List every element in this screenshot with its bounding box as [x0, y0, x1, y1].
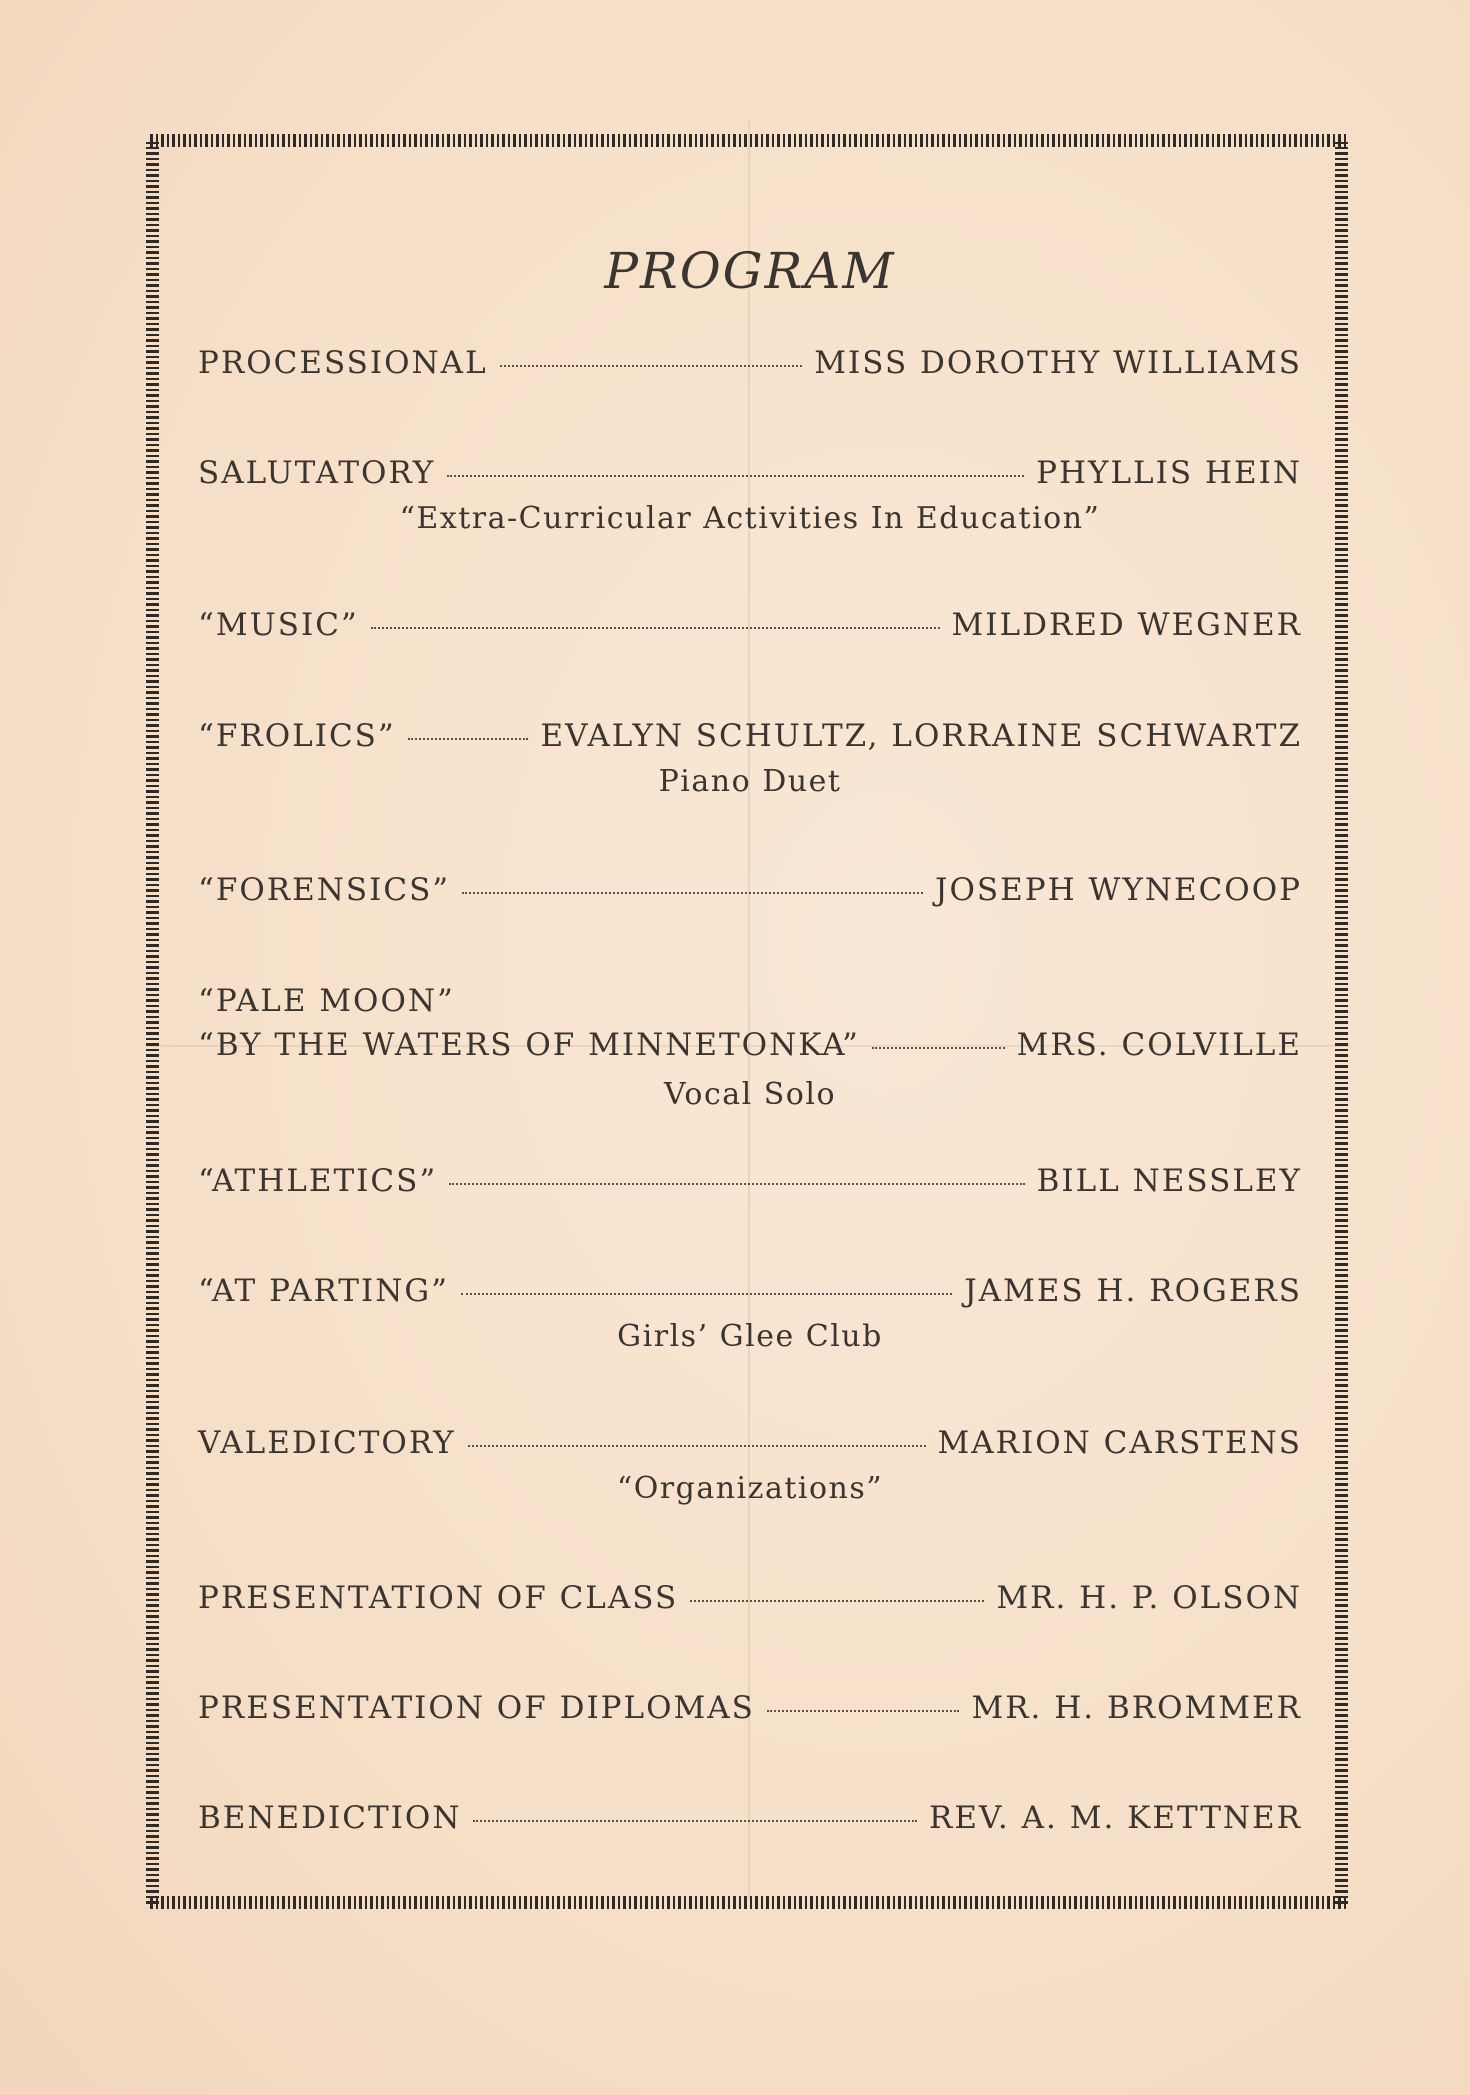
- entry-item: PRESENTATION OF DIPLOMAS: [198, 1690, 755, 1726]
- entry-item: PROCESSIONAL: [198, 345, 488, 381]
- entry-note: “Organizations”: [616, 1471, 884, 1506]
- dot-leader: [449, 1183, 1024, 1185]
- dot-leader: [468, 1445, 926, 1447]
- program-entry-frolics: [198, 718, 1302, 799]
- entry-performer: MR. H. P. OLSON: [996, 1580, 1302, 1616]
- entry-performer: REV. A. M. KETTNER: [928, 1800, 1302, 1836]
- program-entry-athletics: [198, 1163, 1302, 1199]
- dot-leader: [473, 1820, 917, 1822]
- entry-item: “MUSIC”: [198, 607, 359, 643]
- program-entry-presentation-of-class: [198, 1580, 1302, 1616]
- dot-leader: [872, 1047, 1005, 1049]
- program-entry-benediction: [198, 1800, 1302, 1836]
- entry-item: PRESENTATION OF CLASS: [198, 1580, 679, 1616]
- dot-leader: [371, 627, 940, 629]
- program-entry-processional: [198, 345, 1302, 381]
- entry-item: “FROLICS”: [198, 718, 396, 754]
- program-entry-presentation-of-diplomas: [198, 1690, 1302, 1726]
- entry-item: “FORENSICS”: [198, 872, 451, 908]
- dot-leader: [690, 1600, 984, 1602]
- dot-leader: [447, 475, 1024, 477]
- entry-item: SALUTATORY: [198, 455, 436, 491]
- program-entry-salutatory: [198, 455, 1302, 536]
- decorative-border-top: [150, 134, 1348, 147]
- entry-item: “BY THE WATERS OF MINNETONKA”: [198, 1027, 860, 1063]
- entry-performer: JAMES H. ROGERS: [964, 1273, 1302, 1309]
- program-entry-at-parting: [198, 1273, 1302, 1354]
- program-entry-music: [198, 607, 1302, 643]
- entry-performer: MARION CARSTENS: [937, 1425, 1302, 1461]
- entry-item: VALEDICTORY: [198, 1425, 456, 1461]
- program-title: PROGRAM: [604, 242, 896, 300]
- dot-leader: [500, 365, 803, 367]
- decorative-border-bottom: [150, 1896, 1348, 1909]
- entry-note: Girls’ Glee Club: [617, 1319, 883, 1354]
- entry-item-first: “PALE MOON”: [198, 983, 455, 1019]
- program-entry-valedictory: [198, 1425, 1302, 1506]
- entry-performer: EVALYN SCHULTZ, LORRAINE SCHWARTZ: [540, 718, 1302, 754]
- dot-leader: [462, 892, 923, 894]
- entry-performer: MILDRED WEGNER: [951, 607, 1302, 643]
- program-entry-vocal-solo: [198, 983, 1302, 1112]
- decorative-border-left: [146, 142, 159, 1904]
- entry-item: BENEDICTION: [198, 1800, 462, 1836]
- entry-note: Vocal Solo: [663, 1077, 837, 1112]
- entry-note: Piano Duet: [658, 764, 842, 799]
- entry-performer: PHYLLIS HEIN: [1036, 455, 1302, 491]
- entry-note: “Extra-Curricular Activities In Education”: [399, 501, 1101, 536]
- dot-leader: [461, 1293, 952, 1295]
- entry-performer: MRS. COLVILLE: [1016, 1027, 1302, 1063]
- dot-leader: [767, 1710, 960, 1712]
- dot-leader: [408, 738, 529, 740]
- entry-performer: BILL NESSLEY: [1036, 1163, 1302, 1199]
- entry-performer: MR. H. BROMMER: [971, 1690, 1302, 1726]
- decorative-border-right: [1335, 142, 1348, 1904]
- program-entry-forensics: [198, 872, 1302, 908]
- entry-performer: JOSEPH WYNECOOP: [935, 872, 1302, 908]
- entry-performer: MISS DOROTHY WILLIAMS: [814, 345, 1302, 381]
- entry-item: “ATHLETICS”: [198, 1163, 438, 1199]
- entry-item: “AT PARTING”: [198, 1273, 449, 1309]
